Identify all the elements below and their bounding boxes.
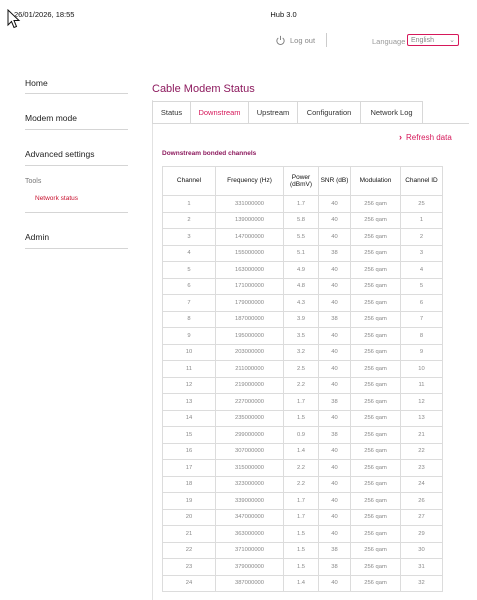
- table-cell: 38: [319, 559, 351, 576]
- table-cell: 31: [401, 559, 443, 576]
- language-label: Language: [372, 37, 406, 46]
- table-cell: 163000000: [216, 262, 284, 279]
- table-cell: 18: [163, 476, 216, 493]
- table-cell: 38: [319, 427, 351, 444]
- table-cell: 139000000: [216, 212, 284, 229]
- table-cell: 4: [401, 262, 443, 279]
- downstream-channel-table: [162, 166, 443, 592]
- table-row: [163, 295, 443, 312]
- sidebar-tools-label: Tools: [25, 178, 42, 185]
- table-row: [163, 377, 443, 394]
- table-cell: 323000000: [216, 476, 284, 493]
- table-cell: 12: [163, 377, 216, 394]
- table-cell: 21: [163, 526, 216, 543]
- table-row: [163, 559, 443, 576]
- table-cell: 7: [163, 295, 216, 312]
- table-cell: 38: [319, 542, 351, 559]
- table-cell: 256 qam: [351, 311, 401, 328]
- table-row: [163, 311, 443, 328]
- table-cell: 5.8: [284, 212, 319, 229]
- table-cell: 11: [163, 361, 216, 378]
- refresh-data-link[interactable]: [399, 132, 452, 142]
- table-cell: 256 qam: [351, 196, 401, 213]
- table-cell: 40: [319, 278, 351, 295]
- tab-configuration[interactable]: Configuration: [297, 101, 361, 123]
- table-header-row: [163, 167, 443, 196]
- table-cell: 21: [401, 427, 443, 444]
- refresh-data-label: Refresh data: [406, 132, 452, 142]
- header-power: Power (dBmV): [284, 167, 319, 196]
- table-cell: 38: [319, 245, 351, 262]
- language-select[interactable]: [407, 34, 459, 46]
- table-cell: 19: [163, 493, 216, 510]
- table-cell: 203000000: [216, 344, 284, 361]
- table-cell: 1.7: [284, 509, 319, 526]
- table-cell: 379000000: [216, 559, 284, 576]
- table-row: [163, 427, 443, 444]
- table-cell: 29: [401, 526, 443, 543]
- table-cell: 1.5: [284, 559, 319, 576]
- table-cell: 5: [163, 262, 216, 279]
- table-cell: 26: [401, 493, 443, 510]
- table-cell: 4.9: [284, 262, 319, 279]
- table-cell: 27: [401, 509, 443, 526]
- table-cell: 256 qam: [351, 509, 401, 526]
- table-cell: 13: [401, 410, 443, 427]
- table-cell: 256 qam: [351, 212, 401, 229]
- sidebar-item-admin[interactable]: Admin: [25, 232, 50, 242]
- table-cell: 9: [163, 328, 216, 345]
- table-cell: 155000000: [216, 245, 284, 262]
- table-cell: 30: [401, 542, 443, 559]
- table-cell: 256 qam: [351, 377, 401, 394]
- table-cell: 256 qam: [351, 245, 401, 262]
- page-title: Cable Modem Status: [152, 83, 255, 95]
- table-row: [163, 575, 443, 592]
- table-cell: 256 qam: [351, 526, 401, 543]
- table-cell: 10: [401, 361, 443, 378]
- header-snr: SNR (dB): [319, 167, 351, 196]
- table-cell: 256 qam: [351, 575, 401, 592]
- table-cell: 4.3: [284, 295, 319, 312]
- table-cell: 256 qam: [351, 427, 401, 444]
- table-cell: 40: [319, 295, 351, 312]
- table-cell: 2.5: [284, 361, 319, 378]
- table-cell: 195000000: [216, 328, 284, 345]
- table-cell: 1.7: [284, 493, 319, 510]
- table-cell: 256 qam: [351, 542, 401, 559]
- table-cell: 40: [319, 212, 351, 229]
- header-channel-id: Channel ID: [401, 167, 443, 196]
- table-cell: 5: [401, 278, 443, 295]
- table-cell: 1.7: [284, 394, 319, 411]
- header-frequency: Frequency (Hz): [216, 167, 284, 196]
- table-cell: 3.2: [284, 344, 319, 361]
- content-divider: [152, 100, 153, 600]
- sidebar-divider: [25, 129, 128, 130]
- table-cell: 147000000: [216, 229, 284, 246]
- table-cell: 3: [401, 245, 443, 262]
- table-cell: 2: [163, 212, 216, 229]
- sidebar-divider: [25, 248, 128, 249]
- table-cell: 4: [163, 245, 216, 262]
- table-cell: 339000000: [216, 493, 284, 510]
- table-cell: 187000000: [216, 311, 284, 328]
- table-cell: 15: [163, 427, 216, 444]
- table-cell: 40: [319, 262, 351, 279]
- table-cell: 40: [319, 196, 351, 213]
- table-cell: 3.9: [284, 311, 319, 328]
- table-row: [163, 361, 443, 378]
- table-cell: 256 qam: [351, 476, 401, 493]
- table-cell: 256 qam: [351, 361, 401, 378]
- logout-button[interactable]: [275, 35, 315, 46]
- table-cell: 256 qam: [351, 460, 401, 477]
- table-cell: 2.2: [284, 460, 319, 477]
- table-cell: 1.4: [284, 575, 319, 592]
- table-cell: 256 qam: [351, 328, 401, 345]
- power-icon: [275, 35, 286, 46]
- table-row: [163, 212, 443, 229]
- table-cell: 256 qam: [351, 262, 401, 279]
- table-row: [163, 344, 443, 361]
- table-cell: 10: [163, 344, 216, 361]
- table-cell: 2.2: [284, 377, 319, 394]
- table-cell: 1.4: [284, 443, 319, 460]
- table-cell: 3.5: [284, 328, 319, 345]
- logout-label: Log out: [290, 36, 316, 45]
- table-cell: 6: [163, 278, 216, 295]
- chevron-down-icon: ⌄: [449, 36, 455, 44]
- table-cell: 2.2: [284, 476, 319, 493]
- table-cell: 13: [163, 394, 216, 411]
- table-cell: 40: [319, 328, 351, 345]
- table-cell: 14: [163, 410, 216, 427]
- table-row: [163, 476, 443, 493]
- table-cell: 16: [163, 443, 216, 460]
- table-row: [163, 443, 443, 460]
- table-cell: 256 qam: [351, 394, 401, 411]
- datetime-text: 26/01/2026, 18:55: [14, 10, 75, 19]
- section-heading: Downstream bonded channels: [162, 150, 257, 157]
- table-cell: 17: [163, 460, 216, 477]
- table-body: [163, 196, 443, 592]
- table-cell: 299000000: [216, 427, 284, 444]
- table-cell: 5.5: [284, 229, 319, 246]
- table-cell: 40: [319, 493, 351, 510]
- table-cell: 227000000: [216, 394, 284, 411]
- language-selected-value: English: [411, 36, 434, 44]
- table-cell: 23: [163, 559, 216, 576]
- table-cell: 256 qam: [351, 493, 401, 510]
- table-cell: 32: [401, 575, 443, 592]
- table-cell: 387000000: [216, 575, 284, 592]
- table-cell: 256 qam: [351, 295, 401, 312]
- table-cell: 40: [319, 443, 351, 460]
- sidebar-divider: [25, 212, 128, 213]
- table-row: [163, 526, 443, 543]
- topbar-divider: [326, 33, 327, 47]
- table-cell: 347000000: [216, 509, 284, 526]
- table-cell: 219000000: [216, 377, 284, 394]
- table-cell: 363000000: [216, 526, 284, 543]
- table-cell: 12: [401, 394, 443, 411]
- table-row: [163, 328, 443, 345]
- tab-bar: [152, 101, 422, 123]
- table-cell: 307000000: [216, 443, 284, 460]
- table-cell: 256 qam: [351, 278, 401, 295]
- table-cell: 315000000: [216, 460, 284, 477]
- table-row: [163, 278, 443, 295]
- sidebar-item-network-status[interactable]: Network status: [35, 195, 78, 202]
- table-cell: 24: [163, 575, 216, 592]
- table-row: [163, 493, 443, 510]
- table-cell: 211000000: [216, 361, 284, 378]
- table-row: [163, 542, 443, 559]
- table-cell: 40: [319, 410, 351, 427]
- table-cell: 1.5: [284, 526, 319, 543]
- table-cell: 331000000: [216, 196, 284, 213]
- table-cell: 11: [401, 377, 443, 394]
- table-cell: 256 qam: [351, 559, 401, 576]
- table-cell: 40: [319, 361, 351, 378]
- sidebar-item-advanced-settings[interactable]: Advanced settings: [25, 149, 95, 159]
- table-cell: 40: [319, 476, 351, 493]
- table-cell: 3: [163, 229, 216, 246]
- table-cell: 235000000: [216, 410, 284, 427]
- table-row: [163, 196, 443, 213]
- header-channel: Channel: [163, 167, 216, 196]
- table-cell: 371000000: [216, 542, 284, 559]
- table-cell: 8: [163, 311, 216, 328]
- device-title: Hub 3.0: [270, 10, 297, 19]
- table-cell: 20: [163, 509, 216, 526]
- table-cell: 6: [401, 295, 443, 312]
- table-cell: 24: [401, 476, 443, 493]
- table-cell: 40: [319, 526, 351, 543]
- table-cell: 22: [163, 542, 216, 559]
- table-cell: 5.1: [284, 245, 319, 262]
- tab-status[interactable]: Status: [152, 101, 191, 123]
- sidebar-divider: [25, 165, 128, 166]
- table-row: [163, 410, 443, 427]
- table-cell: 40: [319, 377, 351, 394]
- table-cell: 256 qam: [351, 229, 401, 246]
- table-cell: 40: [319, 344, 351, 361]
- table-cell: 40: [319, 575, 351, 592]
- table-cell: 38: [319, 394, 351, 411]
- table-cell: 0.9: [284, 427, 319, 444]
- sidebar-item-home[interactable]: Home: [25, 78, 48, 88]
- table-cell: 9: [401, 344, 443, 361]
- table-cell: 38: [319, 311, 351, 328]
- table-cell: 179000000: [216, 295, 284, 312]
- table-cell: 25: [401, 196, 443, 213]
- table-cell: 40: [319, 509, 351, 526]
- table-cell: 4.8: [284, 278, 319, 295]
- table-cell: 1.5: [284, 542, 319, 559]
- table-cell: 1: [163, 196, 216, 213]
- sidebar-item-modem-mode[interactable]: Modem mode: [25, 113, 77, 123]
- sidebar-divider: [25, 93, 128, 94]
- table-row: [163, 509, 443, 526]
- table-cell: 8: [401, 328, 443, 345]
- table-cell: 1.7: [284, 196, 319, 213]
- table-cell: 40: [319, 229, 351, 246]
- table-cell: 40: [319, 460, 351, 477]
- table-cell: 256 qam: [351, 344, 401, 361]
- header-modulation: Modulation: [351, 167, 401, 196]
- table-cell: 171000000: [216, 278, 284, 295]
- tab-underline: [152, 123, 469, 124]
- table-row: [163, 229, 443, 246]
- table-cell: 1.5: [284, 410, 319, 427]
- table-cell: 7: [401, 311, 443, 328]
- table-row: [163, 394, 443, 411]
- tab-network-log[interactable]: Network Log: [360, 101, 423, 123]
- tab-upstream[interactable]: Upstream: [248, 101, 298, 123]
- table-row: [163, 262, 443, 279]
- table-cell: 2: [401, 229, 443, 246]
- table-cell: 23: [401, 460, 443, 477]
- table-row: [163, 460, 443, 477]
- tab-downstream[interactable]: Downstream: [190, 101, 249, 123]
- table-row: [163, 245, 443, 262]
- chevron-right-icon: ›: [399, 132, 402, 142]
- table-cell: 256 qam: [351, 410, 401, 427]
- table-cell: 22: [401, 443, 443, 460]
- table-cell: 256 qam: [351, 443, 401, 460]
- table-cell: 1: [401, 212, 443, 229]
